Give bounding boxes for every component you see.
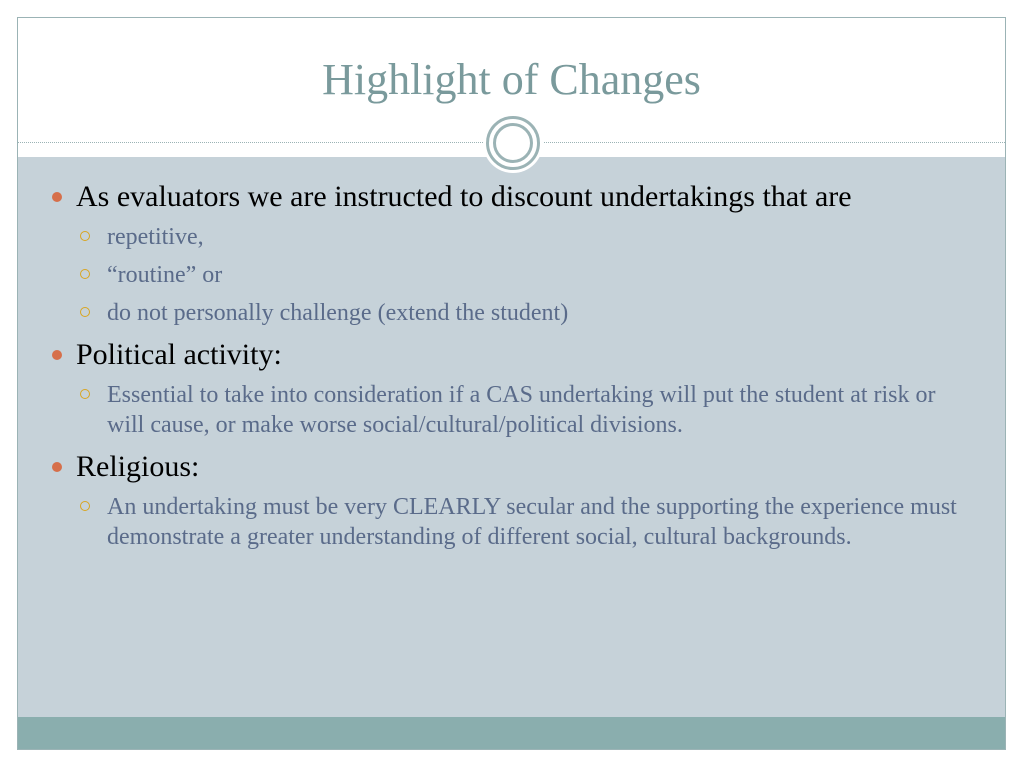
sub-bullet-text: An undertaking must be very CLEARLY secular and the supporting the experience must demonstrate a greater understanding of different social, cultural backgrounds. — [107, 494, 957, 550]
footer-bar — [18, 717, 1005, 750]
bullet-item — [76, 178, 976, 216]
sub-bullet-circle-icon — [80, 269, 90, 279]
bullet-list — [76, 178, 976, 560]
sub-bullet-item — [107, 380, 976, 440]
bullet-dot-icon — [52, 462, 62, 472]
sub-bullet-text: Essential to take into consideration if a CAS undertaking will put the student at risk or will cause, or make worse social/cultural/political divisions. — [107, 382, 936, 438]
sub-bullet-item — [107, 298, 976, 328]
bullet-dot-icon — [52, 350, 62, 360]
sub-bullet-text: repetitive, — [107, 224, 204, 250]
sub-bullet-circle-icon — [80, 307, 90, 317]
bullet-text: As evaluators we are instructed to discount undertakings that are — [76, 180, 852, 213]
bullet-item — [76, 336, 976, 374]
sub-bullet-item — [107, 260, 976, 290]
sub-bullet-circle-icon — [80, 231, 90, 241]
slide-title: Highlight of Changes — [322, 55, 701, 104]
bullet-dot-icon — [52, 192, 62, 202]
sub-bullet-circle-icon — [80, 501, 90, 511]
sub-bullet-text: “routine” or — [107, 262, 223, 288]
ornament-inner-ring — [493, 123, 533, 163]
bullet-item — [76, 448, 976, 486]
sub-bullet-item — [107, 222, 976, 252]
sub-bullet-item — [107, 492, 976, 552]
slide — [17, 17, 1006, 750]
sub-bullet-text: do not personally challenge (extend the student) — [107, 300, 569, 326]
sub-bullet-circle-icon — [80, 389, 90, 399]
bullet-text: Religious: — [76, 450, 200, 483]
bullet-text: Political activity: — [76, 338, 282, 371]
